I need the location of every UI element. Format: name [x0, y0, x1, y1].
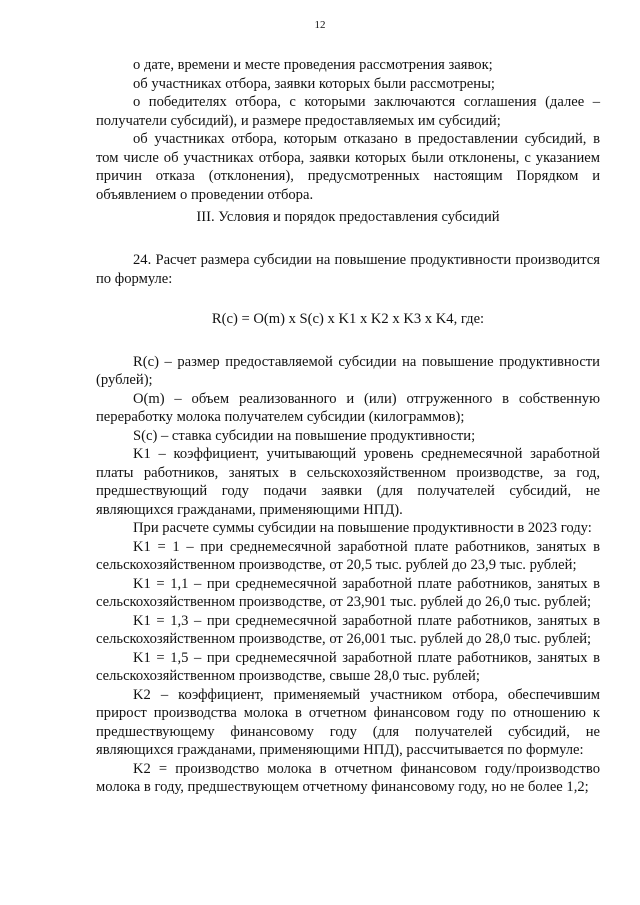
subsidy-formula: R(c) = O(m) x S(c) x K1 x K2 x K3 x K4, где:: [211, 311, 485, 327]
paragraph-rejected-participants: об участниках отбора, которым отказано в предоставлении субсидий, в том числе об участниках отбора, заявки которых были отклонены, с указанием причин отказа (отклонения), предусмотренных настоящим Порядком и объявлением о проведении отбора.: [96, 131, 600, 203]
paragraph-calculation-intro: 24. Расчет размера субсидии на повышение продуктивности производится по формуле:: [96, 252, 600, 287]
page-number: 12: [314, 19, 326, 31]
k1-value-1-3: K1 = 1,3 – при среднемесячной заработной плате работников, занятых в сельскохозяйственном производстве, от 26,001 тыс. рублей до 28,0 тыс. рублей;: [96, 612, 600, 647]
k2-formula: K2 = производство молока в отчетном финансовом году/производство молока в году, предшествующем отчетному финансовому году, но не более 1,2;: [96, 760, 600, 795]
k1-value-1-5: K1 = 1,5 – при среднемесячной заработной плате работников, занятых в сельскохозяйственном производстве, свыше 28,0 тыс. рублей;: [96, 649, 600, 684]
k1-value-1-1: K1 = 1,1 – при среднемесячной заработной плате работников, занятых в сельскохозяйственном производстве, от 23,901 тыс. рублей до 26,0 тыс. рублей;: [96, 575, 600, 610]
definition-sc: S(c) – ставка субсидии на повышение продуктивности;: [133, 427, 476, 444]
k1-value-1: K1 = 1 – при среднемесячной заработной плате работников, занятых в сельскохозяйственном производстве, от 20,5 тыс. рублей до 23,9 тыс. рублей;: [96, 538, 600, 573]
definition-om: O(m) – объем реализованного и (или) отгруженного в собственную переработку молока получателем субсидии (килограммов);: [96, 390, 600, 425]
submission-info-list: [96, 56, 600, 204]
section-body: [96, 251, 600, 797]
paragraph-winners: о победителях отбора, с которыми заключаются соглашения (далее – получатели субсидий), и размере предоставляемых им субсидий;: [96, 94, 600, 129]
definition-k1: K1 – коэффициент, учитывающий уровень среднемесячной заработной платы работников, занятых в сельскохозяйственном производстве, за год, предшествующий году подачи заявки (для получателей субсидий, не являющихся гражданами, применяющими НПД).: [96, 446, 600, 518]
definition-k2: K2 – коэффициент, применяемый участником отбора, обеспечившим прирост производства молока в отчетном финансовом году по отношению к предшествующему финансовому году (для получателей субсидий, не являющихся гражданами, применяющими НПД), рассчитывается по формуле:: [96, 686, 600, 758]
section-heading: III. Условия и порядок предоставления субсидий: [196, 209, 500, 225]
paragraph-reviewed-participants: об участниках отбора, заявки которых были рассмотрены;: [133, 75, 495, 92]
paragraph-date-time-place: о дате, времени и месте проведения рассмотрения заявок;: [133, 57, 493, 73]
paragraph-2023-calculation: При расчете суммы субсидии на повышение продуктивности в 2023 году:: [133, 520, 592, 536]
definition-rc: R(c) – размер предоставляемой субсидии на повышение продуктивности (рублей);: [96, 353, 600, 388]
